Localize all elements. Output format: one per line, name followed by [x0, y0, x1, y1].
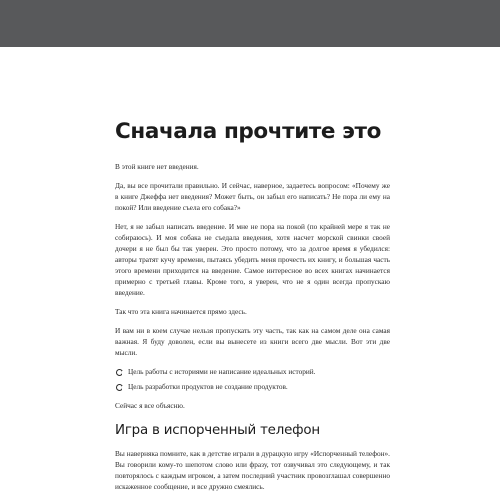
- paragraph-closing: Сейчас я все объясню.: [115, 401, 185, 410]
- bullet-text: Цель разработки продуктов не создание продуктов.: [128, 382, 288, 391]
- paragraph-two-thoughts: И вам ни в коем случае нельзя пропускать эту часть, так как на самом деле она самая важная. Я буду доволен, если вы вынесете из книги всего две мысли. Вот эти две мысли.: [115, 326, 390, 357]
- section-title: Игра в испорченный телефон: [115, 423, 320, 438]
- list-item: [115, 381, 390, 392]
- paragraph-start-here: Так что эта книга начинается прямо здесь.: [115, 307, 247, 316]
- chapter-title: Сначала прочтите это: [115, 119, 381, 144]
- page-content: [115, 120, 390, 500]
- paragraph-no-intro: В этой книге нет введения.: [115, 162, 199, 171]
- list-item: [115, 366, 390, 377]
- paragraph-question: Да, вы все прочитали правильно. И сейчас, наверное, задаетесь вопросом: «Почему же в книге Джеффа нет введения? Может быть, он забыл его написать? Не пора ли ему на покой? Или введение съела его собака?»: [115, 181, 390, 212]
- bullet-text: Цель работы с историями не написание идеальных историй.: [128, 367, 316, 376]
- bullet-icon: [116, 384, 123, 391]
- header-bar: [0, 0, 500, 47]
- bullet-list: [115, 366, 390, 392]
- bullet-icon: [116, 369, 123, 376]
- paragraph-explanation: Нет, я не забыл написать введение. И мне не пора на покой (по крайней мере я так не собираюсь). И моя собака не съедала введения, хотя насчет морской свинки своей дочери я не был бы так уверен. Это просто потому, что за долгое время я убедился: авторы тратят кучу времени, пытаясь убедить меня прочесть их книгу, и большая часть этого времени приходится на введение. Самое интересное во всех книгах начинается примерно с третьей главы. Кроме того, я уверен, что не я один всегда пропускаю введение.: [115, 222, 390, 297]
- paragraph-telephone-game: Вы наверняка помните, как в детстве играли в дурацкую игру «Испорченный телефон». Вы говорили кому-то шепотом слово или фразу, тот озвучивал это следующему, и так повторялось с каждым игроком, а затем последний участник провозглашал совершенно искаженное сообщение, и все дружно смеялись.: [115, 449, 390, 491]
